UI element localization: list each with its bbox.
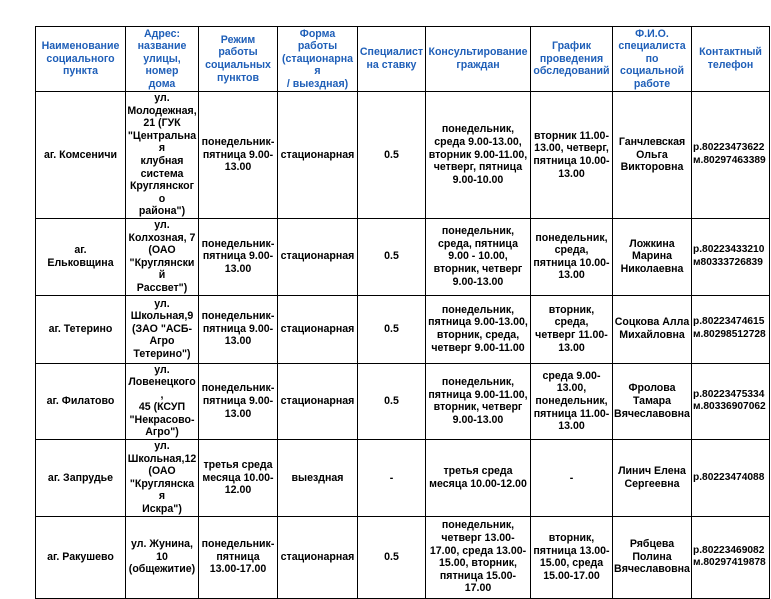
cell-text: Агро") [145,426,179,439]
cell-text: 9.00-13.00 [452,275,504,288]
cell-address [126,516,199,598]
cell-text: аг. Филатово [46,394,115,407]
cell-text: м.80298512728 [693,329,766,340]
cell-text: 17.00, среда 13.00- [429,544,527,557]
cell-text: аг. Тетерино [48,322,113,335]
cell-text: р.80223433210 [693,244,765,256]
cell-schedule [199,218,278,295]
cell-text: Линич Елена [618,465,686,478]
cell-text: понедельник- [201,538,275,551]
cell-text: среда 9.00-13.00, [434,136,522,149]
cell-specialist [613,363,692,440]
cell-survey [531,440,613,517]
cell-text: района") [138,205,186,218]
cell-text: понедельник- [201,237,275,250]
cell-text: "Центральная [127,129,197,155]
cell-text: Вячеславовна [614,407,690,420]
cell-text: "Круглянская [129,477,195,503]
cell-phone [692,218,770,295]
cell-text: система [140,167,184,180]
cell-text: 0.5 [384,322,399,335]
header-consult [426,27,531,92]
header-form [278,27,358,92]
cell-text: р.80223474615 [693,316,765,328]
header-text: Наименование [41,40,120,53]
cell-text: Викторовна [620,161,684,174]
cell-phone [692,92,770,219]
header-text: пункта [62,65,99,78]
header-text: работы [218,46,258,59]
header-text: График [551,40,592,53]
cell-text: Вячеславовна [614,563,690,576]
cell-text: Марина [631,250,673,263]
cell-text: Ольга [636,148,668,161]
cell-text: клубная [140,154,184,167]
cell-text: 13.00 [558,269,585,282]
cell-text: пятница 10.00- [533,256,610,269]
cell-text: вторник, [548,531,595,544]
cell-schedule [199,516,278,598]
cell-consult [426,363,531,440]
cell-text: стационарная [280,148,355,161]
cell-text: понедельник, [441,225,515,238]
header-text: Форма [299,27,336,40]
cell-text: понедельник- [201,136,275,149]
cell-form [278,218,358,295]
header-text: социальной [620,65,684,78]
cell-text: ул. [154,297,170,310]
cell-text: понедельник- [201,310,275,323]
cell-text: 13.00 [558,420,585,433]
cell-text: месяца 10.00- [202,471,274,484]
cell-text: (ОАО [148,244,176,257]
cell-text: Ганчлевская [618,136,686,149]
table-row [36,92,770,219]
header-text: социального [46,52,115,65]
cell-rate [358,92,426,219]
cell-consult [426,295,531,363]
cell-text: р.80223474088 [693,471,765,483]
cell-survey [531,295,613,363]
cell-text: стационарная [280,394,355,407]
cell-consult [426,92,531,219]
cell-text: пятница 10.00- [533,154,610,167]
cell-form [278,440,358,517]
cell-text: р.80223469082 [693,544,765,556]
cell-text: Рябцева [629,538,675,551]
cell-text: понедельник, [441,376,515,389]
cell-text: понедельник, [441,123,515,136]
header-text: телефон [707,59,754,71]
header-text: дома [148,77,176,90]
header-text: / выездная) [286,77,349,90]
cell-address [126,218,199,295]
cell-rate [358,440,426,517]
cell-text: 15.00-17.00 [543,569,600,582]
cell-schedule [199,295,278,363]
cell-text: Ложкина [629,237,675,250]
cell-text: ул. [154,92,170,104]
cell-text: Школьная,12 [127,452,197,465]
header-text: по [645,52,659,65]
cell-phone [692,440,770,517]
cell-text: третья среда [443,465,513,478]
cell-text: вторник 9.00-11.00, [428,148,528,161]
table-row [36,363,770,440]
cell-rate [358,295,426,363]
cell-text: 13.00, четверг, [534,142,609,155]
header-survey [531,27,613,92]
header-schedule [199,27,278,92]
cell-text: Агро [149,335,175,348]
cell-rate [358,516,426,598]
table-body [36,92,770,599]
cell-survey [531,218,613,295]
header-text: обследований [533,65,610,78]
cell-text: понедельник, [441,303,515,316]
cell-text: м.80336907062 [693,401,766,413]
cell-text: вторник, среда, [436,329,520,341]
cell-text: четверг, пятница [433,161,523,174]
cell-text: Тамара [632,394,672,407]
cell-text: пятница 15.00- [439,569,517,582]
cell-text: 9.00 - 10.00, [448,250,508,263]
cell-text: понедельник- [201,382,275,395]
cell-text: вторник 11.00- [534,129,609,142]
cell-text: 15.00, вторник, [439,557,517,570]
cell-specialist [613,92,692,219]
cell-text: стационарная [280,322,355,335]
header-specialist [613,27,692,92]
cell-rate [358,363,426,440]
cell-name [36,440,126,517]
table-row [36,295,770,363]
header-text: граждан [456,59,500,71]
header-text: Режим [220,33,256,46]
cell-text: 10 [156,550,168,563]
cell-consult [426,516,531,598]
cell-text: (ЗАО "АСБ- [131,322,193,335]
cell-form [278,92,358,219]
header-text: Контактный [699,46,762,59]
cell-consult [426,218,531,295]
cell-text: четверг 13.00- [441,531,515,544]
table-row [36,218,770,295]
cell-text: 13.00 [224,161,252,174]
cell-text: 45 (КСУП [138,401,186,414]
cell-text: четверг 11.00- [535,329,608,341]
cell-text: м.80297463389 [693,154,766,166]
cell-text: Сергеевна [624,477,680,490]
cell-text: вторник, четверг [433,401,523,414]
cell-text: (ОАО [148,465,176,478]
cell-text: пятница [216,550,260,563]
header-text: на ставку [366,59,417,71]
cell-text: пятница 9.00-11.00, [428,388,528,401]
cell-text: месяца 10.00-12.00 [429,477,527,490]
cell-text: м.80297419878 [693,557,766,569]
cell-text: среда, пятница [438,237,518,250]
cell-text: вторник, четверг [433,263,523,276]
cell-consult [426,440,531,517]
header-text: социальных [205,59,271,71]
cell-text: среда, [554,244,589,257]
cell-text: 13.00, [556,382,587,395]
header-text: Специалист [359,46,424,59]
cell-text: 21 (ГУК [143,117,181,130]
cell-text: Искра") [142,503,182,516]
cell-text: аг. Запрудье [47,471,114,484]
cell-rate [358,218,426,295]
cell-text: Круглянского [129,180,195,205]
cell-text: 0.5 [384,148,399,161]
cell-text: 15.00, среда [539,557,604,570]
cell-address [126,363,199,440]
cell-phone [692,363,770,440]
cell-text: пятница 9.00- [202,148,274,161]
cell-text: (общежитие) [128,563,196,576]
cell-text: Колхозная, 7 [128,231,196,244]
cell-text: стационарная [280,250,355,263]
header-text: Ф.И.О. [635,27,669,40]
cell-text: м80333726839 [693,256,763,268]
cell-text: аг. [74,244,87,257]
cell-name [36,363,126,440]
cell-text: Полина [632,550,672,563]
cell-text: пятница 9.00-13.00, [428,316,528,329]
cell-text: 13.00 [224,335,252,348]
cell-name [36,92,126,219]
cell-survey [531,92,613,219]
cell-address [126,92,199,219]
cell-survey [531,516,613,598]
cell-text: Школьная,9 [130,310,194,323]
cell-text: понедельник, [535,231,608,244]
cell-text: стационарная [280,550,355,563]
cell-schedule [199,363,278,440]
cell-address [126,440,199,517]
social-points-table [35,26,770,599]
cell-text: понедельник, [441,519,515,532]
cell-text: "Круглянский [129,256,195,282]
cell-specialist [613,440,692,517]
cell-text: среда 9.00- [542,369,601,382]
cell-text: 13.00 [558,341,585,354]
cell-text: пятница 9.00- [202,394,274,407]
cell-text: - [389,471,394,484]
cell-text: Михайловна [619,329,685,341]
cell-specialist [613,516,692,598]
cell-form [278,516,358,598]
header-text: работе [633,77,671,90]
header-name [36,27,126,92]
cell-text: Рассвет") [136,281,188,294]
header-rate [358,27,426,92]
cell-text: четверг 9.00-11.00 [431,341,525,354]
cell-text: вторник, [548,303,595,316]
cell-text: 13.00 [558,167,585,180]
cell-name [36,295,126,363]
cell-text: 17.00 [464,582,492,595]
header-text: пунктов [216,71,260,84]
cell-text: пятница 9.00- [202,322,274,335]
header-text: улицы, номер [143,52,181,78]
header-text: Консультирование [428,46,528,59]
cell-text: понедельник, [535,394,608,407]
cell-text: среда, [554,316,589,329]
cell-text: 12.00 [224,484,252,497]
cell-text: 9.00-10.00 [452,173,504,186]
cell-text: 13.00 [224,263,252,276]
cell-survey [531,363,613,440]
cell-text: Николаевна [620,263,684,276]
header-text: специалиста [618,40,686,53]
cell-name [36,516,126,598]
cell-text: 9.00-13.00 [452,413,504,426]
cell-form [278,363,358,440]
header-text: (стационарная [281,52,354,78]
table-row [36,516,770,598]
cell-text: ул. [154,363,170,376]
cell-text: Соцкова Алла [614,316,690,329]
cell-text: Тетерино") [133,347,191,360]
cell-text: "Некрасово- [129,413,195,426]
cell-text: 0.5 [384,250,399,263]
cell-specialist [613,295,692,363]
cell-text: ул. [154,218,170,231]
cell-text: пятница 11.00- [533,407,610,420]
cell-text: Фролова [628,382,676,395]
cell-text: пятница 9.00- [202,250,274,263]
header-address [126,27,199,92]
cell-text: Ловенецкого, [128,376,196,401]
cell-text: выездная [291,471,344,484]
cell-phone [692,516,770,598]
cell-text: 0.5 [384,550,399,563]
header-text: работы [297,40,338,53]
table-row [36,440,770,517]
cell-text: третья среда [203,458,273,471]
cell-text: 13.00 [224,407,252,420]
cell-text: ул. [154,440,170,453]
cell-text: р.80223475334 [693,388,765,400]
cell-text: пятница 13.00- [533,544,610,557]
cell-name [36,218,126,295]
cell-text: - [569,471,574,484]
header-text: Адрес: [143,27,181,40]
header-phone [692,27,770,92]
cell-phone [692,295,770,363]
cell-text: Ельковщина [47,256,114,269]
cell-text: р.80223473622 [693,142,765,154]
cell-schedule [199,440,278,517]
cell-text: 0.5 [384,394,399,407]
cell-text: ул. Жунина, [131,538,193,551]
cell-text: аг. Комсеничи [44,148,117,161]
cell-text: аг. Ракушево [47,550,114,563]
cell-form [278,295,358,363]
cell-text: 13.00-17.00 [209,563,267,576]
cell-address [126,295,199,363]
table-header-row [36,27,770,92]
header-text: название [137,40,187,53]
cell-schedule [199,92,278,219]
cell-specialist [613,218,692,295]
header-text: проведения [539,52,604,65]
cell-text: Молодежная, [127,104,197,117]
